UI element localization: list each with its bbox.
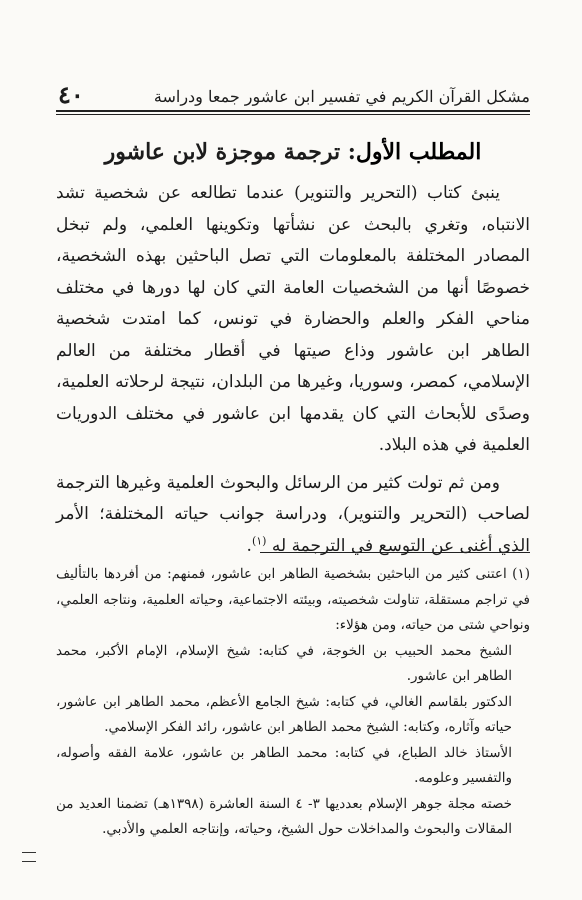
paragraph-1: ينبئ كتاب (التحرير والتنوير) عندما تطالعه عن شخصية تشد الانتباه، وتغري بالبحث عن نشأتها وتكوينها العلمي، ولم تبخل المصادر المختلفة بالمعلومات التي تصل الباحثين بهذه الشخصية، خصوصًا أنها من الشخصيات العامة التي كان لها دورها في مختلف مناحي الفكر والعلم والحضارة في تونس، كما امتدت شخصية الطاهر ابن عاشور وذاع صيتها في أقطار مختلفة من العالم الإسلامي، كمصر، وسوريا، وغيرها من البلدان، نتيجة لرحلاته العلمية، وصدًى للأبحاث التي كان يقدمها ابن عاشور في مختلف الدوريات العلمية في هذه البلاد.	[56, 183, 530, 455]
section-label: المطلب الأول	[355, 139, 482, 165]
section-heading	[56, 136, 530, 168]
paragraph-2: ومن ثم تولت كثير من الرسائل والبحوث العلمية وغيرها الترجمة لصاحب (التحرير والتنوير)، ودراسة جوانب حياته المختلفة؛ الأمر الذي أغنى عن التوسع في الترجمة له $^{(١)}$.	[56, 472, 530, 556]
header-rule-thin	[56, 114, 530, 115]
paragraph-2-text: ومن ثم تولت كثير من الرسائل والبحوث العلمية وغيرها الترجمة لصاحب (التحرير والتنوير)، ودراسة جوانب حياته المختلفة؛ الأمر الذي أغنى عن التوسع في الترجمة له	[56, 472, 530, 556]
running-head	[58, 80, 530, 108]
section-separator: :	[347, 139, 356, 165]
footnote-rule	[260, 552, 530, 553]
footnote-intro: (١) اعتنى كثير من الباحثين بشخصية الطاهر ابن عاشور، فمنهم: من أفردها بالتأليف في تراجم مستقلة، تناولت شخصيته، وبيئته الاجتماعية، وحياته العلمية، ونتاجه العلمي، ونواحي شتى من حياته، ومن هؤلاء:	[56, 566, 530, 633]
running-title: مشكل القرآن الكريم في تفسير ابن عاشور جمعا ودراسة	[153, 87, 530, 106]
section-title: ترجمة موجزة لابن عاشور	[104, 139, 341, 165]
footnote-item-2: الدكتور بلقاسم الغالي، في كتابه: شيخ الجامع الأعظم، محمد الطاهر ابن عاشور، حياته وآثاره، وكتابه: الشيخ محمد الطاهر ابن عاشور، رائد الفكر الإسلامي.	[56, 693, 512, 735]
footnote-item-1: الشيخ محمد الحبيب بن الخوجة، في كتابه: شيخ الإسلام، الإمام الأكبر، محمد الطاهر ابن عاشور.	[56, 642, 512, 684]
footnotes	[56, 562, 530, 843]
footnote-item-4: خصته مجلة جوهر الإسلام بعدديها ٣- ٤ السنة العاشرة (١٣٩٨هـ) تضمنا العديد من المقالات والبحوث والمداخلات حول الشيخ، وحياته، وإنتاجه العلمي والأدبي.	[56, 795, 512, 837]
body-text	[56, 178, 530, 562]
page-number: ٤٠	[58, 80, 84, 109]
footnote-reference: (١)	[251, 533, 267, 547]
header-rule	[56, 110, 530, 112]
margin-mark	[22, 852, 36, 862]
footnote-item-3: الأستاذ خالد الطباع، في كتابه: محمد الطاهر بن عاشور، علامة الفقه وأصوله، والتفسير وعلومه.	[56, 744, 512, 786]
